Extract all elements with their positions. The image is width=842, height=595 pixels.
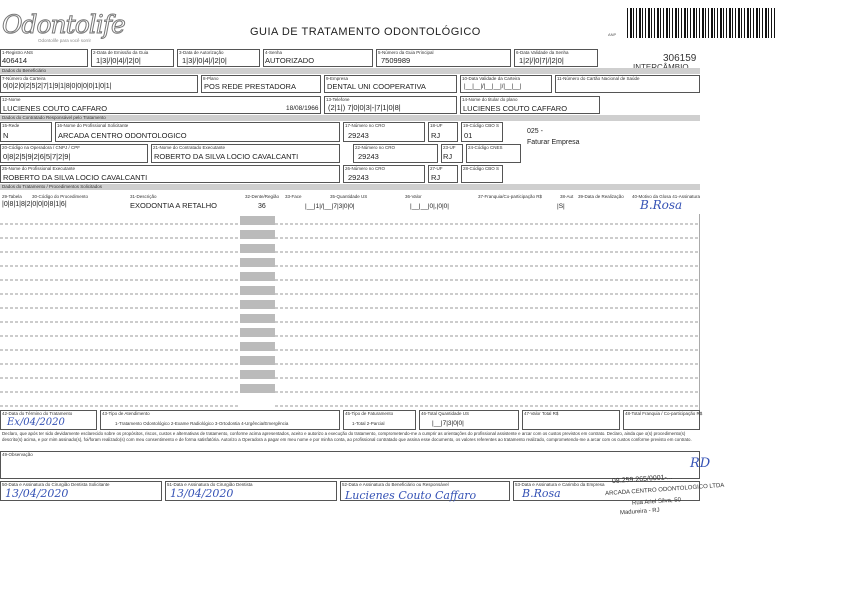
telefone-label: 13-Telefone	[326, 97, 350, 102]
carteira-label: 7-Número da Carteira	[2, 76, 46, 81]
termino-value: Ex/04/2020	[7, 417, 65, 428]
signature-dentista	[165, 481, 337, 501]
anp-label: ANP	[608, 32, 617, 37]
executante-field	[0, 165, 340, 183]
guide-code: 306159	[663, 53, 697, 64]
contratado-value: ROBERTO DA SILVA LOCIO CAVALCANTI	[154, 152, 299, 161]
stamp-address: Rua Ariel Silva, 50	[631, 497, 682, 507]
cro3-label: 26-Número no CRO	[345, 166, 386, 171]
cnpj-field	[0, 144, 148, 163]
tabela-header: 29-Tabela	[2, 194, 22, 199]
qtd-header: 35-Quantidade US	[330, 194, 368, 199]
section-contratado: Dados do Contratado Responsável pelo Tratamento	[0, 115, 700, 121]
registro-field	[0, 49, 88, 67]
uf2-value: RJ	[443, 152, 453, 161]
s4-value: B.Rosa	[522, 487, 561, 500]
cro-label: 17-Número no CRO	[345, 123, 386, 128]
titular-label: 14-Nome do titular do plano	[462, 97, 518, 102]
titular-field	[460, 96, 600, 114]
cns-label: 11-Número do Cartão Nacional de Saúde	[557, 76, 640, 81]
validade-senha-field	[514, 49, 598, 67]
total-us-label: 46-Total Quantidade US	[421, 411, 470, 416]
emissao-label: 2-Data de Emissão da Guia	[93, 50, 149, 55]
observacao-label: 49-Observação	[2, 452, 33, 457]
cnpj-value: 0|8|2|5|9|2|6|5|7|2|9|	[3, 152, 71, 161]
total-us-value: |__|7|3|0|0|	[432, 420, 464, 427]
atendimento-options: 1-Tratamento Odontológico 2-Exame Radiológico 3-Ortodontia 4-Urgência/Emergência	[115, 421, 289, 426]
face-header: 33-Face	[285, 194, 302, 199]
faturar-code: 025 -	[527, 128, 543, 135]
cro-value: 29243	[348, 131, 369, 140]
total-valor-label: 47-Valor Total R$	[524, 411, 559, 416]
senha-label: 4-Senha	[265, 50, 283, 55]
valor-header: 36-Valor	[405, 194, 422, 199]
s3-label: 52-Data e Assinatura do Beneficiário ou Responsável	[342, 482, 449, 487]
section-beneficiario: Dados do Beneficiário	[0, 68, 700, 74]
validade-carteira-value: |__|__|/|__|__|/|__|__|	[464, 84, 522, 90]
nome-label: 12-Nome	[2, 97, 21, 102]
faturamento-options: 1-Total 2-Parcial	[352, 421, 385, 426]
stamp-company: ARCADA CENTRO ODONTOLOGICO LTDA	[604, 482, 725, 498]
procedure-row	[0, 200, 700, 213]
empty-procedure-rows	[0, 214, 700, 410]
cro2-field	[353, 144, 438, 163]
s1-label: 50-Data e Assinatura do Cirurgião Dentista Solicitante	[2, 482, 110, 487]
nome-field	[0, 96, 321, 114]
atendimento-field	[100, 410, 340, 430]
termino-label: 42-Data do Término do Tratamento	[2, 411, 73, 416]
realizacao-header: 39-Data de Realização	[578, 194, 624, 199]
titular-value: LUCIENES COUTO CAFFARO	[463, 104, 568, 113]
telefone-field	[324, 96, 457, 114]
cns-field	[555, 75, 700, 93]
procedure-valor: |__|__|0|,|0|0|	[410, 203, 449, 210]
cbos-value: 01	[464, 131, 473, 140]
dente-header: 32-Dente/Região	[245, 194, 280, 199]
cro3-field	[343, 165, 425, 183]
carteira-value: 0|0|2|0|2|5|2|7|1|9|1|8|0|0|0|0|1|0|1|	[3, 83, 112, 90]
uf3-field	[428, 165, 458, 183]
cnes-field	[466, 144, 521, 163]
emissao-field	[91, 49, 174, 67]
validade-carteira-label: 10-Data Validade da Carteira	[462, 76, 520, 81]
procedure-signature: B.Rosa	[640, 198, 683, 212]
prof-solicitante-label: 16-Nome do Profissional Solicitante	[57, 123, 129, 128]
termino-field	[0, 410, 97, 430]
rede-field	[0, 122, 52, 142]
stamp-city: Madureira - RJ	[619, 507, 660, 517]
plano-value: POS REDE PRESTADORA	[204, 82, 296, 91]
procedure-aut: |S|	[557, 203, 565, 210]
total-us-field	[419, 410, 519, 430]
prof-solicitante-field	[55, 122, 340, 142]
franquia-header: 37-Franquia/Co-participação R$	[478, 194, 543, 199]
cnpj-label: 20-Código na Operadora / CNPJ / CPF	[2, 145, 81, 150]
empresa-value: DENTAL UNI COOPERATIVA	[327, 82, 426, 91]
s2-value: 13/04/2020	[170, 487, 234, 500]
guia-principal-value: 7509989	[381, 56, 411, 65]
uf-value: RJ	[431, 131, 441, 140]
registro-value: 406414	[2, 56, 28, 65]
guia-principal-field	[376, 49, 511, 67]
s1-value: 13/04/2020	[5, 487, 69, 500]
nascimento-value: 18/08/1966	[286, 105, 319, 112]
faturamento-label: 45-Tipo de Faturamento	[345, 411, 394, 416]
glosa-header: 40-Motivo da Glosa 41-Assinatura	[632, 194, 701, 199]
validade-senha-value: 1|2|/|0|7|/|2|0|	[519, 56, 564, 65]
cnes-label: 24-Código CNES	[468, 145, 503, 150]
faturamento-field	[343, 410, 416, 430]
plano-label: 8-Plano	[203, 76, 219, 81]
odontolife-logo: Odontolife	[2, 10, 125, 39]
uf-field	[428, 122, 458, 142]
stamp-cnpj: 08.259.265/0001-...	[611, 473, 673, 486]
autorizacao-label: 3-Data de Autorização	[179, 50, 224, 55]
procedure-description: EXODONTIA A RETALHO	[130, 201, 217, 210]
contratado-field	[151, 144, 340, 163]
total-franquia-field	[623, 410, 703, 430]
cbos3-field	[461, 165, 503, 183]
section-procedimentos: Dados do Tratamento / Procedimentos Solicitados	[0, 184, 700, 190]
registro-label: 1-Registro ANS	[2, 50, 34, 55]
aut-header: 38-Aut	[560, 194, 574, 199]
observacao-field	[0, 451, 700, 479]
guia-principal-label: 5-Número da Guia Principal	[378, 50, 434, 55]
total-franquia-label: 48-Total Franquia / Co-participação R$	[625, 411, 703, 416]
plano-field	[201, 75, 321, 93]
autorizacao-value: 1|3|/|0|4|/|2|0|	[182, 56, 227, 65]
page-title: GUIA DE TRATAMENTO ODONTOLÓGICO	[250, 26, 481, 38]
executante-value: ROBERTO DA SILVA LOCIO CAVALCANTI	[3, 173, 148, 182]
cro3-value: 29243	[348, 173, 369, 182]
empresa-field	[324, 75, 457, 93]
empresa-label: 9-Empresa	[326, 76, 349, 81]
cro-field	[343, 122, 425, 142]
cro2-value: 29243	[358, 152, 379, 161]
rede-value: N	[3, 131, 9, 140]
telefone-value: (2|1|) 7|0|0|3|-|7|1|0|8|	[328, 103, 401, 112]
senha-value: AUTORIZADO	[265, 56, 315, 65]
codigo-header: 30-Código do Procedimento	[32, 194, 89, 199]
faturar-empresa: Faturar Empresa	[527, 139, 580, 146]
procedure-dente: 36	[258, 203, 266, 210]
uf3-value: RJ	[431, 173, 441, 182]
procedure-qtd: |__|1|/|__|7|3|0|0|	[305, 203, 355, 210]
uf3-label: 27-UF	[430, 166, 443, 171]
executante-label: 25-Nome do Profissional Executante	[2, 166, 76, 171]
prof-solicitante-value: ARCADA CENTRO ODONTOLOGICO	[58, 131, 187, 140]
rede-label: 15-Rede	[2, 123, 20, 128]
total-valor-field	[522, 410, 620, 430]
autorizacao-field	[177, 49, 260, 67]
validade-senha-label: 6-Data Validade da Senha	[516, 50, 569, 55]
carteira-field	[0, 75, 198, 93]
s2-label: 51-Data e Assinatura do Cirurgião Dentista	[167, 482, 253, 487]
nome-value: LUCIENES COUTO CAFFARO	[3, 104, 108, 113]
signature-solicitante	[0, 481, 162, 501]
cro2-label: 22-Número no CRO	[355, 145, 396, 150]
uf2-label: 23-UF	[443, 145, 456, 150]
cbos3-label: 28-Código CBO S	[463, 166, 500, 171]
s3-value: Lucienes Couto Caffaro	[345, 489, 477, 502]
contratado-label: 21-Nome do Contratado Executante	[153, 145, 226, 150]
barcode	[627, 8, 775, 38]
cbos-label: 19-Código CBO S	[463, 123, 500, 128]
logo-tagline: Odontolife para você sorrir	[38, 38, 92, 43]
uf2-field	[441, 144, 463, 163]
validade-carteira-field	[460, 75, 552, 93]
cbos-field	[461, 122, 503, 142]
s4-label: 53-Data e Assinatura e Carimbo da Empresa	[515, 482, 605, 487]
emissao-value: 1|3|/|0|4|/|2|0|	[96, 56, 141, 65]
procedure-code: |0|8|1|8|2|0|0|0|8|1|6|	[2, 201, 67, 208]
uf-label: 18-UF	[430, 123, 443, 128]
descricao-header: 31-Descrição	[130, 194, 157, 199]
observacao-handwritten: RD	[690, 456, 711, 471]
senha-field	[263, 49, 373, 67]
atendimento-label: 43-Tipo de Atendimento	[102, 411, 150, 416]
declaracao-text: Declaro, que após ter sido devidamente esclarecido sobre os propósitos, riscos, custos e alternativas de tratamento, conforme acima apresentados, aceito e autorizo a execução do tratamento, comprometendo-me a cumprir as orientações do profissional assistente e arcar com os custos previstos em contrato. Declaro, ainda que o(s) procedimento(s) descrito(s) acima, e por mim assinado(s), foi/foram realizado(s) com meu consentimento e de forma satisfatória. Autorizo a Operadora a pagar em meu nome e por minha conta, ao profissional contratado que assina esse documento, os valores referentes ao tratamento realizado, comprometendo-me a arcar com os custos conforme previsto em contrato.	[2, 431, 692, 442]
